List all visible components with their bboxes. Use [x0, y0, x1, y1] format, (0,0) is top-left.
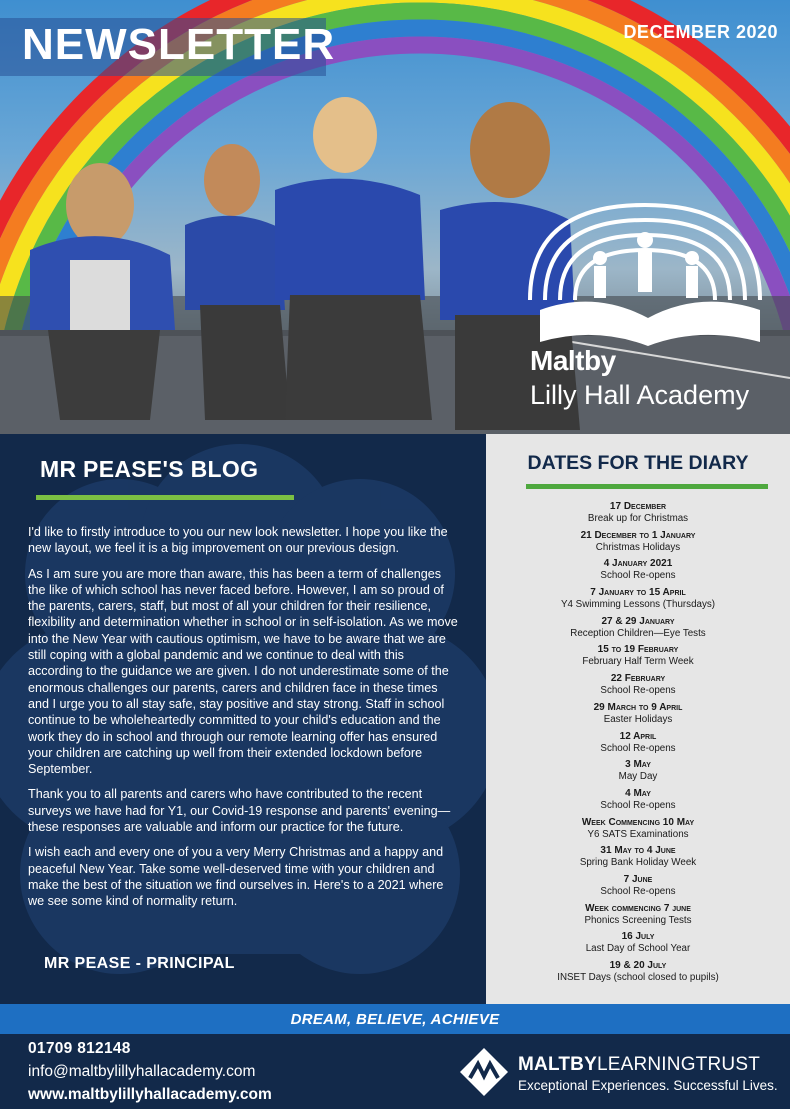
diary-entry — [486, 845, 790, 874]
email-link[interactable]: info@maltbylillyhallacademy.com — [28, 1063, 256, 1080]
diary-date: 7 June — [623, 873, 653, 885]
diary-date: 4 May — [625, 787, 651, 799]
diary-section — [486, 434, 790, 1004]
diary-entry — [486, 530, 790, 559]
diary-entry — [486, 759, 790, 788]
diary-entry — [486, 960, 790, 989]
phone-number[interactable]: 01709 812148 — [28, 1040, 131, 1057]
diary-list — [486, 501, 790, 989]
blog-body — [28, 524, 460, 919]
diary-entry — [486, 731, 790, 760]
issue-date: DECEMBER 2020 — [623, 22, 778, 42]
diary-event: Y6 SATS Examinations — [587, 828, 689, 840]
diary-event: INSET Days (school closed to pupils) — [557, 972, 719, 983]
diary-entry — [486, 673, 790, 702]
blog-paragraph: I wish each and every one of you a very Merry Christmas and a happy and peaceful New Year. Take some well-deserved time with your children and make the best of the situation we find ourselves in. Here's to a 2021 where we see some kind of normality return. — [28, 845, 444, 909]
diary-event: School Re-opens — [600, 685, 676, 697]
diary-entry — [486, 587, 790, 616]
footer — [0, 1034, 790, 1109]
diary-event: May Day — [618, 771, 658, 783]
blog-title: MR PEASE'S BLOG — [40, 456, 259, 482]
diary-entry — [486, 931, 790, 960]
motto-bar — [0, 1004, 790, 1034]
diary-event: Break up for Christmas — [587, 513, 689, 524]
blog-section — [0, 434, 486, 1004]
diary-date: 7 January to 15 April — [590, 587, 686, 599]
diary-entry — [486, 788, 790, 817]
diary-event: Spring Bank Holiday Week — [579, 857, 697, 869]
diary-date: 16 July — [621, 931, 655, 943]
diary-event: Easter Holidays — [603, 713, 673, 725]
diary-event: February Half Term Week — [582, 656, 694, 668]
diary-date: 27 & 29 January — [601, 615, 675, 627]
diary-date: 31 May to 4 June — [600, 845, 676, 857]
diary-date: 22 February — [610, 673, 666, 685]
newsletter-title: NEWSLETTER — [22, 20, 336, 69]
diary-event: Phonics Screening Tests — [584, 914, 692, 926]
diary-event: Reception Children—Eye Tests — [570, 627, 706, 639]
diary-date: Week Commencing 10 May — [581, 816, 695, 828]
diary-title-underline — [526, 484, 768, 489]
diary-date: 4 January 2021 — [603, 558, 673, 570]
diary-entry — [486, 616, 790, 645]
blog-title-underline — [36, 495, 294, 500]
diary-event: Y4 Swimming Lessons (Thursdays) — [560, 599, 716, 611]
diary-date: 21 December to 1 January — [580, 529, 696, 541]
blog-paragraph: I'd like to firstly introduce to you our new look newsletter. I hope you like the new layout, we feel it is a big improvement on our previous design. — [28, 525, 448, 556]
diary-event: Last Day of School Year — [585, 943, 691, 955]
diary-date: 19 & 20 July — [609, 960, 667, 971]
diary-event: Christmas Holidays — [595, 541, 681, 553]
diary-title: DATES FOR THE DIARY — [527, 452, 749, 474]
blog-signature: MR PEASE - PRINCIPAL — [44, 955, 235, 972]
diary-entry — [486, 558, 790, 587]
diary-entry — [486, 644, 790, 673]
blog-paragraph: As I am sure you are more than aware, this has been a term of challenges the like of which school has never faced before. However, I am so proud of the parents, carers, staff, but most of all your children for their resilience, flexibility and determination whether in school or in self-isolation. As we move into the New Year with cautious optimism, we have to be aware that we are still coping with a global pandemic and we continue to deal with this according to the guidance we are given. I do not underestimate some of the enormous challenges our parents, carers and children face in these times and I urge you to all stay safe, stay positive and stay strong. Staff in school continue to be wholeheartedly committed to your child's education and the work they do in school and through our remote learning offer has ensured your children are catching up well from their extended lockdown before September. — [28, 566, 458, 777]
diary-date: 29 March to 9 April — [593, 701, 683, 713]
diary-event: School Re-opens — [600, 799, 676, 811]
hero-banner — [0, 0, 790, 434]
diary-date: 3 May — [625, 759, 651, 771]
trust-logo-icon — [458, 1046, 510, 1098]
diary-date: 17 December — [609, 501, 667, 512]
diary-entry — [486, 501, 790, 530]
diary-event: School Re-opens — [600, 885, 676, 897]
diary-entry — [486, 903, 790, 932]
school-logo-subtitle: Lilly Hall Academy — [530, 380, 750, 410]
diary-date: 12 April — [619, 730, 657, 742]
diary-entry — [486, 817, 790, 846]
blog-paragraph: Thank you to all parents and carers who have contributed to the recent surveys we have had for Y1, our Covid-19 response and parents' evening—these responses are valuable and inform our practice for the future. — [28, 787, 451, 835]
school-motto: DREAM, BELIEVE, ACHIEVE — [290, 1011, 500, 1028]
website-link[interactable]: www.maltbylillyhallacademy.com — [28, 1086, 272, 1103]
diary-date: Week commencing 7 june — [585, 902, 691, 914]
trust-tagline: Exceptional Experiences. Successful Lives. — [518, 1078, 778, 1093]
diary-event: School Re-opens — [600, 570, 676, 582]
school-logo-name: Maltby — [530, 345, 616, 376]
diary-entry — [486, 874, 790, 903]
diary-entry — [486, 702, 790, 731]
diary-date: 15 to 19 February — [597, 644, 679, 656]
diary-event: School Re-opens — [600, 742, 676, 754]
trust-name: MALTBYLEARNINGTRUST — [518, 1054, 761, 1075]
